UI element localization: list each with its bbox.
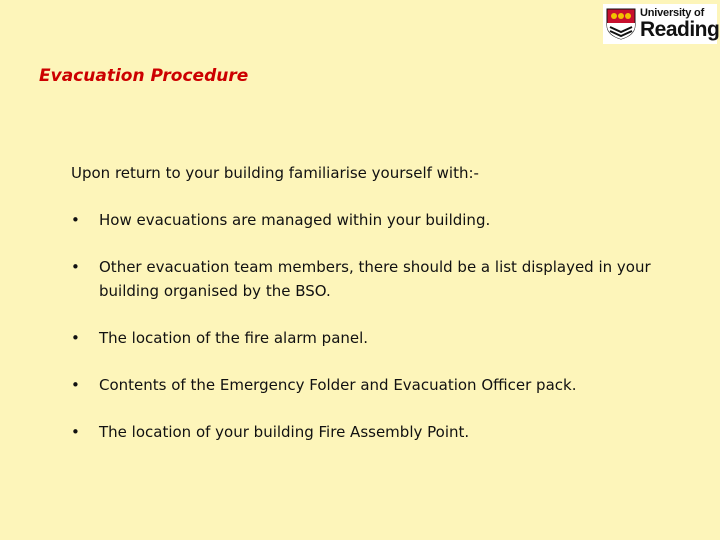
bullet-icon: • (71, 258, 80, 276)
bullet-item (71, 255, 691, 303)
bullet-list (71, 208, 691, 467)
bullet-icon: • (71, 329, 80, 347)
crest-icon (606, 8, 636, 40)
bullet-text: The location of the fire alarm panel. (99, 329, 369, 347)
bullet-item (71, 420, 691, 444)
bullet-text: The location of your building Fire Assembly Point. (99, 423, 470, 441)
intro-text: Upon return to your building familiarise yourself with:- (71, 164, 479, 182)
bullet-icon: • (71, 211, 80, 229)
slide-title: Evacuation Procedure (39, 66, 249, 86)
logo-line-reading: Reading (640, 18, 720, 41)
university-logo (603, 4, 720, 44)
bullet-text: Other evacuation team members, there should be a list displayed in your building organised by the BSO. (99, 258, 651, 300)
bullet-text: How evacuations are managed within your building. (99, 211, 491, 229)
bullet-item (71, 326, 691, 350)
bullet-item (71, 373, 691, 397)
bullet-icon: • (71, 423, 80, 441)
bullet-icon: • (71, 376, 80, 394)
logo-line-university-of: University of (640, 7, 705, 19)
bullet-text: Contents of the Emergency Folder and Evacuation Officer pack. (99, 376, 577, 394)
bullet-item (71, 208, 691, 232)
